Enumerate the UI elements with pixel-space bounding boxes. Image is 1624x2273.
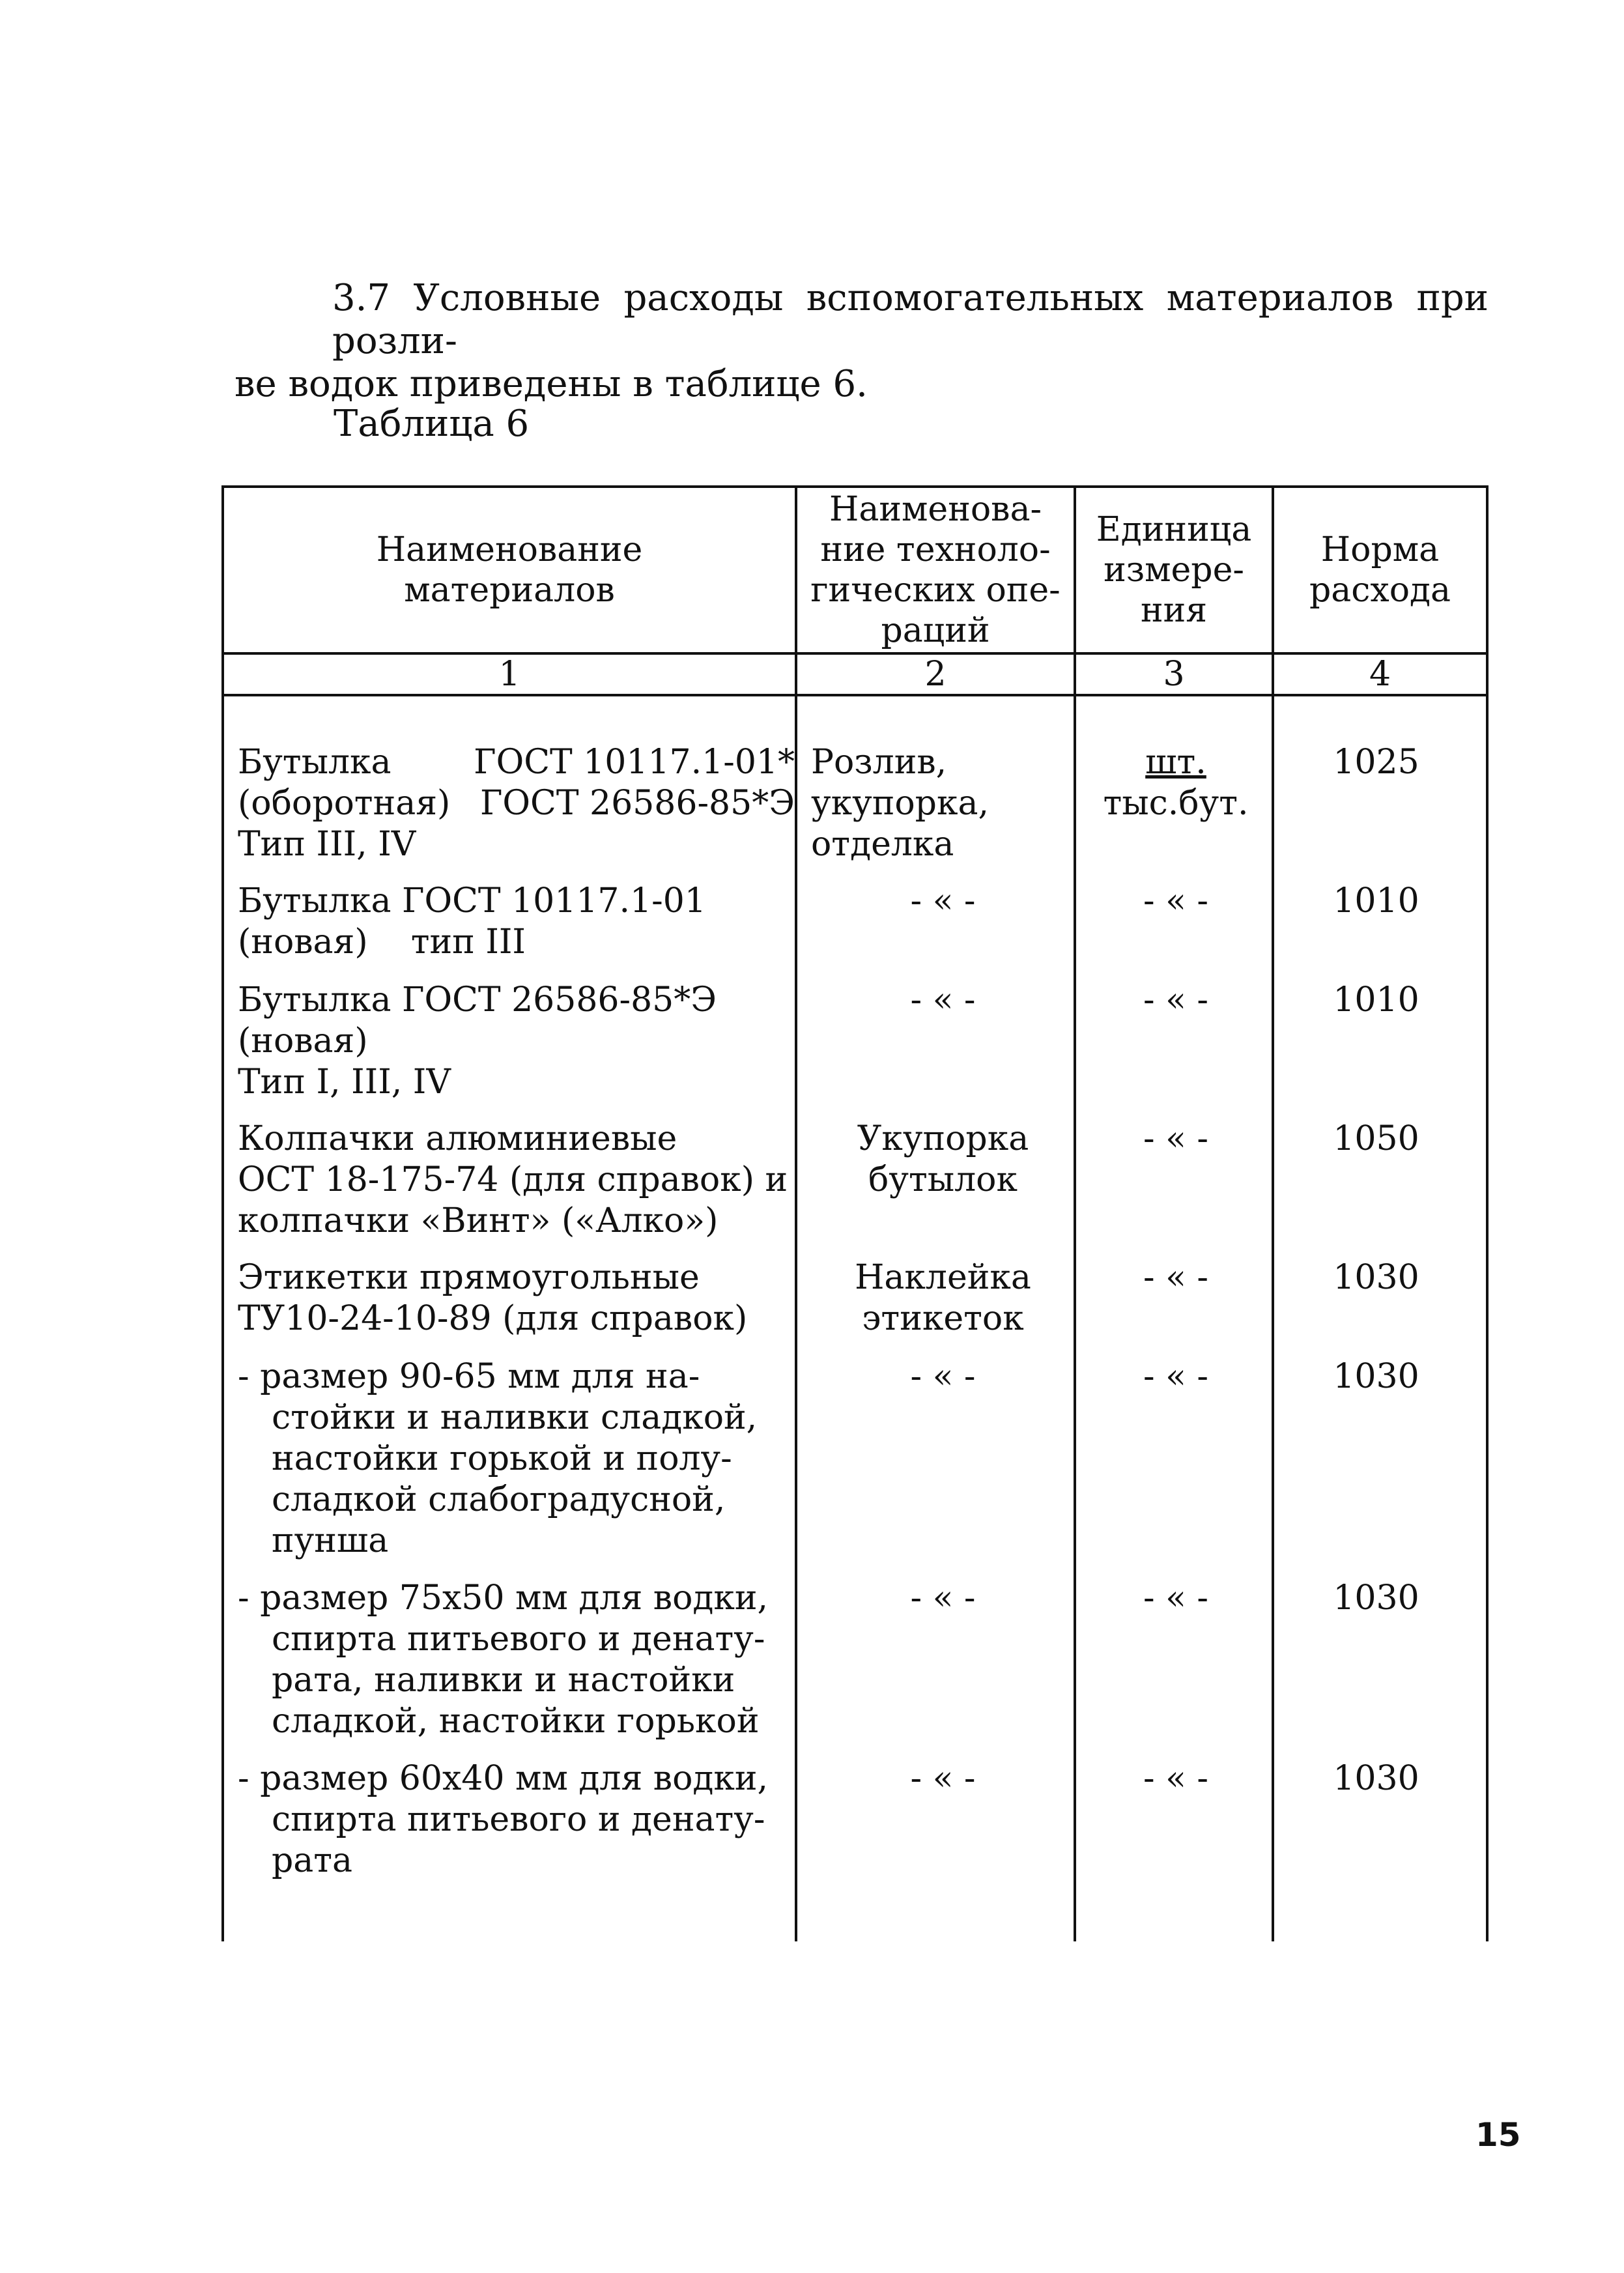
header-operations-line: раций [881,611,990,650]
header-unit-line: ния [1140,591,1208,630]
unit-cell: - « - [1143,1759,1208,1798]
unit-cell: - « - [1143,980,1208,1020]
material-line: - размер 75х50 мм для водки, [238,1579,769,1618]
column-divider-3 [1272,488,1274,1941]
header-operations-line: гических опе- [810,571,1061,610]
unit-line: тыс.бут. [1103,784,1249,823]
operation-line: укупорка, [811,784,989,823]
material-line: ОСТ 18-175-74 (для справок) и [238,1160,788,1199]
norm-cell: 1030 [1333,1579,1419,1618]
material-line: Тип III, IV [238,825,416,864]
column-number: 3 [1163,655,1185,694]
material-line: стойки и наливки сладкой, [272,1398,758,1437]
table-caption: Таблица 6 [334,403,530,445]
intro-line-2: ве водок приведены в таблице 6. [235,363,868,405]
material-cell [238,1356,795,1562]
material-line: Колпачки алюминиевые [238,1119,677,1158]
material-line: сладкой, настойки горькой [272,1702,760,1741]
operation-cell: - « - [910,980,976,1020]
header-norm-line: Норма [1320,530,1440,569]
norm-cell: 1030 [1333,1357,1419,1396]
material-line: настойки горькой и полу- [272,1439,732,1478]
header-operations-line: ние техноло- [820,530,1051,569]
material-line: Бутылка ГОСТ 10117.1-01 [238,881,706,921]
table-border-right [1486,488,1489,1941]
material-cell [238,1257,795,1339]
material-line: (новая) тип III [238,922,526,962]
unit-cell: - « - [1143,1357,1208,1396]
material-line: ТУ10-24-10-89 (для справок) [238,1299,748,1338]
norm-cell: 1030 [1333,1759,1419,1798]
header-materials [224,488,795,652]
material-line: Бутылка [238,743,392,782]
column-divider-1 [795,488,797,1941]
column-number: 4 [1369,655,1391,694]
header-unit [1076,488,1272,652]
material-line: сладкой слабоградусной, [272,1480,726,1519]
material-cell [238,1119,795,1242]
material-line: рата, наливки и настойки [272,1661,735,1700]
unit-cell: - « - [1143,1258,1208,1297]
material-cell [238,980,795,1103]
material-line: Тип I, III, IV [238,1063,451,1102]
operation-line: отделка [811,825,954,864]
header-operations-line: Наименова- [829,490,1042,529]
operation-line: Розлив, [811,743,947,782]
norm-cell: 1050 [1333,1119,1419,1158]
materials-table [221,485,1489,1941]
norm-cell: 1010 [1333,980,1419,1020]
operation-cell: - « - [910,1579,976,1618]
material-line: (новая) [238,1022,368,1061]
material-line: пунша [272,1521,389,1560]
material-line: колпачки «Винт» («Алко») [238,1201,719,1240]
material-line: Этикетки прямоугольные [238,1258,700,1297]
header-operations [797,488,1074,652]
header-norm-line: расхода [1309,571,1451,610]
operation-line: Наклейка [855,1258,1031,1297]
material-cell [238,1758,795,1881]
header-unit-line: измере- [1104,550,1244,590]
norm-cell: 1025 [1333,743,1419,782]
material-line: спирта питьевого и денату- [272,1800,765,1839]
operation-cell: - « - [910,1759,976,1798]
unit-cell: - « - [1143,881,1208,921]
norm-cell: 1030 [1333,1258,1419,1297]
operation-cell [811,1119,1075,1201]
material-cell [238,881,795,963]
header-norm [1274,488,1486,652]
header-materials-line: материалов [404,571,615,610]
column-number: 1 [498,655,520,694]
operation-line: Укупорка [857,1119,1029,1158]
material-line: (оборотная) [238,784,451,823]
material-line: ГОСТ 10117.1-01* [474,743,795,782]
material-line: Бутылка ГОСТ 26586-85*Э [238,980,717,1020]
unit-cell: - « - [1143,1579,1208,1618]
header-unit-line: Единица [1096,510,1252,549]
operation-cell [811,742,1075,865]
header-materials-line: Наименование [376,530,643,569]
operation-line: бутылок [868,1160,1018,1199]
operation-cell: - « - [910,1357,976,1396]
norm-cell: 1010 [1333,881,1419,921]
material-line: - размер 90-65 мм для на- [238,1357,700,1396]
unit-cell: - « - [1143,1119,1208,1158]
column-number: 2 [924,655,947,694]
column-numbers-divider [221,694,1489,696]
column-divider-2 [1074,488,1076,1941]
unit-cell [1085,742,1267,824]
material-line: рата [272,1841,353,1880]
intro-line-1: 3.7 Условные расходы вспомогательных материалов при розли- [332,277,1489,362]
material-cell [238,1578,795,1742]
intro-paragraph [235,277,1489,406]
operation-cell [811,1257,1075,1339]
material-cell [238,742,795,865]
material-line: спирта питьевого и денату- [272,1620,765,1659]
table-border-left [221,488,224,1941]
page-number: 15 [1475,2116,1521,2154]
operation-cell: - « - [910,881,976,921]
operation-line: этикеток [862,1299,1024,1338]
material-line: ГОСТ 26586-85*Э [479,784,795,823]
material-line: - размер 60х40 мм для водки, [238,1759,769,1798]
unit-line: шт. [1145,743,1206,782]
